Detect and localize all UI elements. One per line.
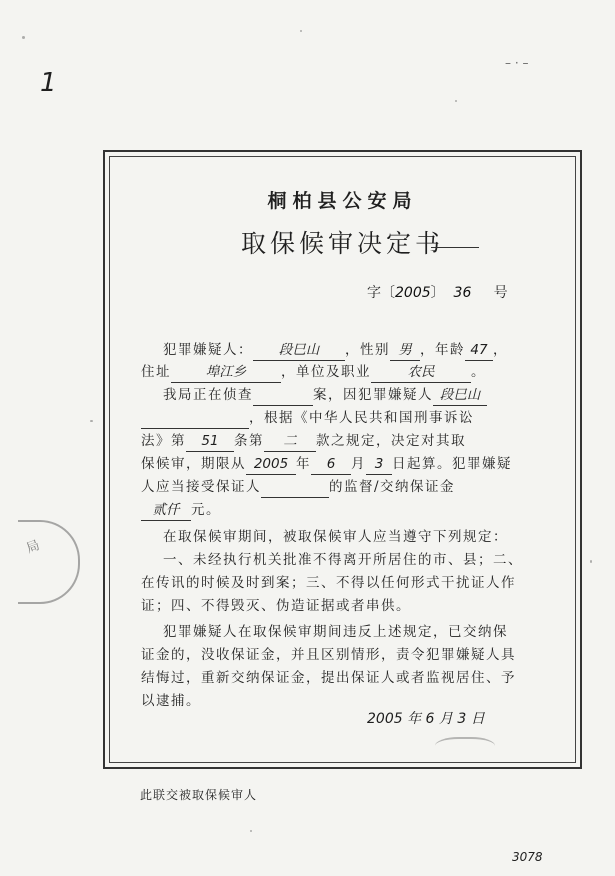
- agency-name: 桐柏县公安局: [267, 190, 418, 212]
- unit-field: 农民: [371, 362, 471, 383]
- violation-text: 以逮捕。: [141, 693, 201, 709]
- article-line: 法》第 51 条第 二 款之规定，决定对其取: [141, 431, 466, 452]
- scan-speck: [22, 36, 25, 39]
- bail-amount-line: 贰仟 元。: [141, 500, 221, 521]
- address-line: 住址 埠江乡 ，单位及职业 农民 。: [141, 362, 486, 383]
- scan-speck: [300, 30, 302, 32]
- violation-text: 证金的，没收保证金，并且区别情形，责令犯罪嫌疑人具: [141, 647, 516, 663]
- scan-speck: [250, 830, 252, 832]
- signature-date: 2005 年 6 月 3 日: [367, 711, 485, 727]
- guarantor-field: [261, 477, 329, 498]
- scan-speck: [90, 420, 93, 422]
- start-month-field: 6: [311, 454, 351, 475]
- bail-amount-field: 贰仟: [141, 500, 191, 521]
- scan-speck: [590, 560, 592, 563]
- document-frame: [103, 150, 582, 769]
- document-title: 取保候审决定书: [240, 229, 444, 258]
- page-number: 3078: [512, 850, 543, 864]
- article-field: 51: [186, 431, 234, 452]
- margin-handwritten-mark: 1: [40, 68, 57, 98]
- violation-text: 结悔过，重新交纳保证金，提出保证人或者监视居住、予: [141, 670, 516, 686]
- suspect-name-field-2: 段巳山: [433, 385, 487, 406]
- rules-text: 一、未经执行机关批准不得离开所居住的市、县；二、: [163, 552, 523, 568]
- start-day-field: 3: [366, 454, 392, 475]
- start-year-field: 2005: [246, 454, 296, 475]
- clause-field: 二: [264, 431, 316, 452]
- term-line: 保候审，期限从 2005 年 6 月 3 日起算。犯罪嫌疑: [141, 454, 512, 475]
- document-number: 字〔2005〕 36 号: [367, 285, 508, 301]
- doc-year: 2005: [395, 285, 431, 301]
- sex-field: 男: [390, 340, 420, 361]
- doc-number-value: 36: [453, 285, 472, 301]
- scan-speck: [455, 100, 457, 102]
- legal-basis-line: ，根据《中华人民共和国刑事诉讼: [141, 408, 474, 429]
- top-right-scan-mark: – · –: [505, 56, 529, 70]
- copy-note: 此联交被取保候审人: [140, 788, 258, 802]
- seal-impression: [435, 737, 495, 759]
- suspect-line: 犯罪嫌疑人： 段巳山 ，性别 男 ，年龄 47 ，: [163, 340, 508, 361]
- rules-intro: 在取保候审期间，被取保候审人应当遵守下列规定：: [163, 529, 508, 545]
- violation-text: 犯罪嫌疑人在取保候审期间违反上述规定，已交纳保: [163, 624, 508, 640]
- guarantor-line: 人应当接受保证人 的监督/交纳保证金: [141, 477, 455, 498]
- partial-seal-stamp: 局: [18, 520, 80, 604]
- address-field: 埠江乡: [171, 362, 281, 383]
- case-line: 我局正在侦查 案，因犯罪嫌疑人 段巳山: [163, 385, 487, 406]
- rules-text: 在传讯的时候及时到案；三、不得以任何形式干扰证人作: [141, 575, 516, 591]
- rules-text: 证；四、不得毁灭、伪造证据或者串供。: [141, 598, 411, 614]
- title-underline: [431, 247, 479, 248]
- age-field: 47: [465, 340, 493, 361]
- case-name-field: [253, 385, 313, 406]
- suspect-name-field: 段巳山: [253, 340, 345, 361]
